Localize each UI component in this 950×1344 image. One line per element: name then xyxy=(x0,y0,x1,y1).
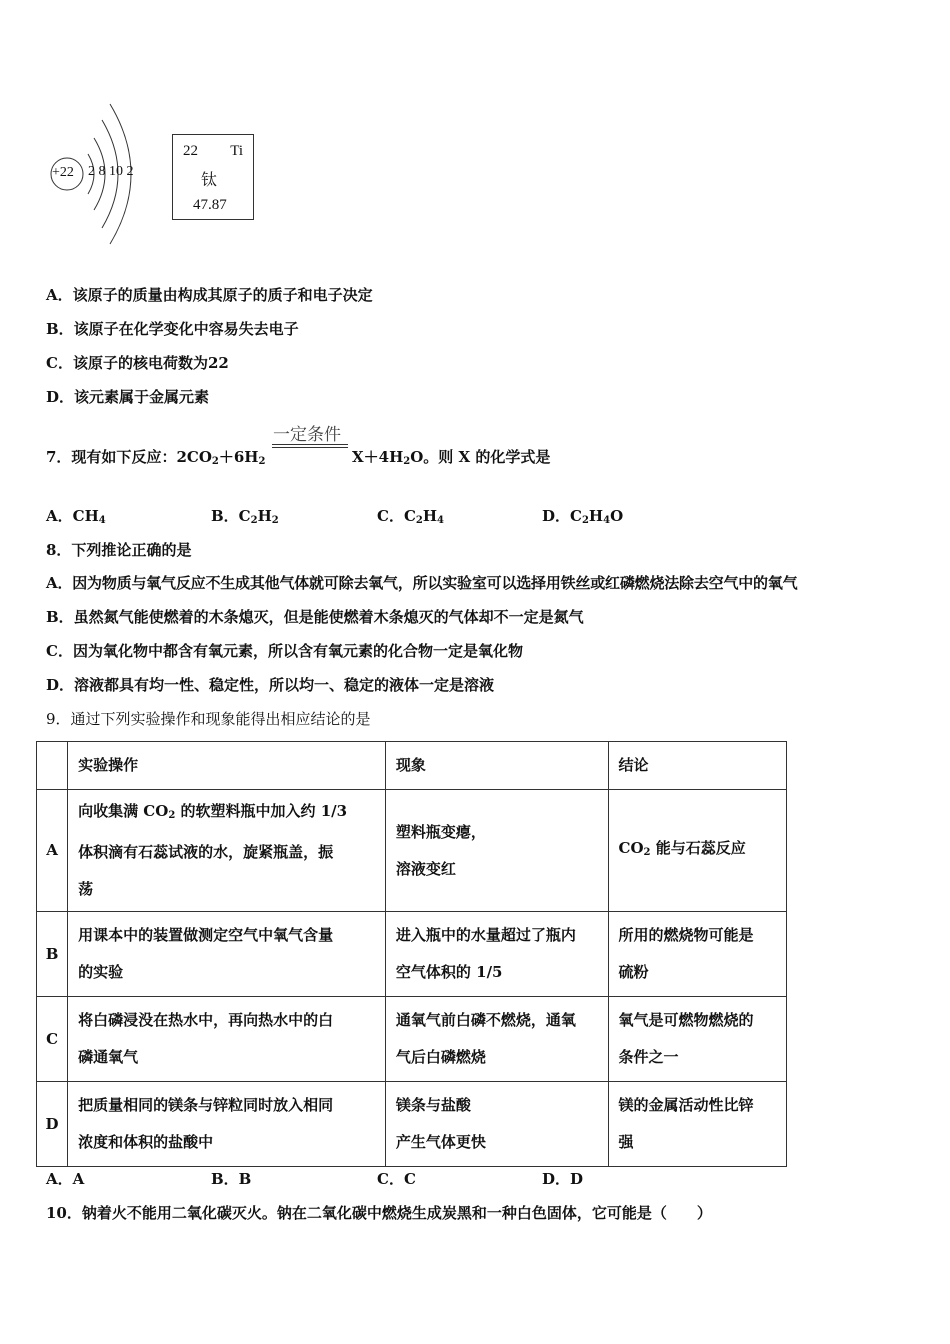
q8-option-c: C．因为氧化物中都含有氧元素，所以含有氧元素的化合物一定是氧化物 xyxy=(46,642,523,660)
row-a-label: A xyxy=(37,790,68,912)
q7-stem-left: 7．现有如下反应：$2CO_2+6H_2$ xyxy=(46,448,266,467)
nucleus-charge: +22 xyxy=(52,165,74,180)
table-row-b xyxy=(37,912,787,997)
row-c-label: C xyxy=(37,997,68,1082)
experiment-table xyxy=(36,741,787,1167)
row-a-phenomenon: 塑料瓶变瘪， 溶液变红 xyxy=(385,790,608,912)
row-a-operation: 向收集满 $CO_2$ 的软塑料瓶中加入约 1/3 体积滴有石蕊试液的水，旋紧瓶盖，振 荡 xyxy=(68,790,386,912)
q9-option-b: B．B xyxy=(211,1170,252,1188)
row-d-label: D xyxy=(37,1082,68,1167)
table-row-c xyxy=(37,997,787,1082)
row-a-conclusion: $CO_2$ 能与石蕊反应 xyxy=(608,790,787,912)
table-header-row xyxy=(37,742,787,790)
q8-stem: 8．下列推论正确的是 xyxy=(46,541,192,559)
table-header-phenomenon: 现象 xyxy=(385,742,608,790)
element-symbol: Ti xyxy=(230,143,243,159)
q7-stem-right: $X+4H_2O$。则 X 的化学式是 xyxy=(352,448,551,467)
element-name: 钛 xyxy=(201,172,218,189)
q6-option-a: A．该原子的质量由构成其原子的质子和电子决定 xyxy=(46,286,373,304)
table-header-blank xyxy=(37,742,68,790)
q7-option-c: C．$C_2H_4$ xyxy=(377,507,445,526)
q9-option-a: A．A xyxy=(46,1170,85,1188)
table-header-conclusion: 结论 xyxy=(608,742,787,790)
row-c-operation: 将白磷浸没在热水中，再向热水中的白 磷通氧气 xyxy=(68,997,386,1082)
row-c-phenomenon: 通氧气前白磷不燃烧，通氧 气后白磷燃烧 xyxy=(385,997,608,1082)
atomic-number: 22 xyxy=(183,143,198,159)
reaction-arrow-line-bottom xyxy=(272,447,348,448)
q8-option-d: D．溶液都具有均一性、稳定性，所以均一、稳定的液体一定是溶液 xyxy=(46,676,495,694)
table-row-d xyxy=(37,1082,787,1167)
reaction-condition: 一定条件 xyxy=(273,425,341,445)
q8-option-b: B．虽然氮气能使燃着的木条熄灭，但是能使燃着木条熄灭的气体却不一定是氮气 xyxy=(46,608,584,626)
q7-option-b: B．$C_2H_2$ xyxy=(211,507,279,526)
q10-stem: 10．钠着火不能用二氧化碳灭火。钠在二氧化碳中燃烧生成炭黑和一种白色固体，它可能是（ ） xyxy=(46,1204,712,1222)
row-d-phenomenon: 镁条与盐酸 产生气体更快 xyxy=(385,1082,608,1167)
row-b-phenomenon: 进入瓶中的水量超过了瓶内 空气体积的 1/5 xyxy=(385,912,608,997)
q9-option-c: C．C xyxy=(377,1170,416,1188)
q7-option-a: A．$CH_4$ xyxy=(46,507,106,526)
row-d-operation: 把质量相同的镁条与锌粒同时放入相同 浓度和体积的盐酸中 xyxy=(68,1082,386,1167)
reaction-arrow-line-top xyxy=(272,444,348,445)
element-card-titanium xyxy=(172,134,254,220)
row-b-label: B xyxy=(37,912,68,997)
q6-option-c: C．该原子的核电荷数为22 xyxy=(46,354,229,372)
row-b-conclusion: 所用的燃烧物可能是 硫粉 xyxy=(608,912,787,997)
row-d-conclusion: 镁的金属活动性比锌 强 xyxy=(608,1082,787,1167)
q7-option-d: D．$C_2H_4O$ xyxy=(542,507,624,526)
atomic-mass: 47.87 xyxy=(193,197,227,213)
q9-option-d: D．D xyxy=(542,1170,584,1188)
row-b-operation: 用课本中的装置做测定空气中氧气含量 的实验 xyxy=(68,912,386,997)
table-row-a xyxy=(37,790,787,912)
table-header-operation: 实验操作 xyxy=(68,742,386,790)
electron-shell-counts: 2 8 10 2 xyxy=(88,164,134,179)
q8-option-a: A．因为物质与氧气反应不生成其他气体就可除去氧气，所以实验室可以选择用铁丝或红磷燃烧法除去空气中的氧气 xyxy=(46,574,798,592)
q6-option-b: B．该原子在化学变化中容易失去电子 xyxy=(46,320,299,338)
row-c-conclusion: 氧气是可燃物燃烧的 条件之一 xyxy=(608,997,787,1082)
q6-option-d: D．该元素属于金属元素 xyxy=(46,388,210,406)
q9-stem: 9．通过下列实验操作和现象能得出相应结论的是 xyxy=(46,710,371,728)
